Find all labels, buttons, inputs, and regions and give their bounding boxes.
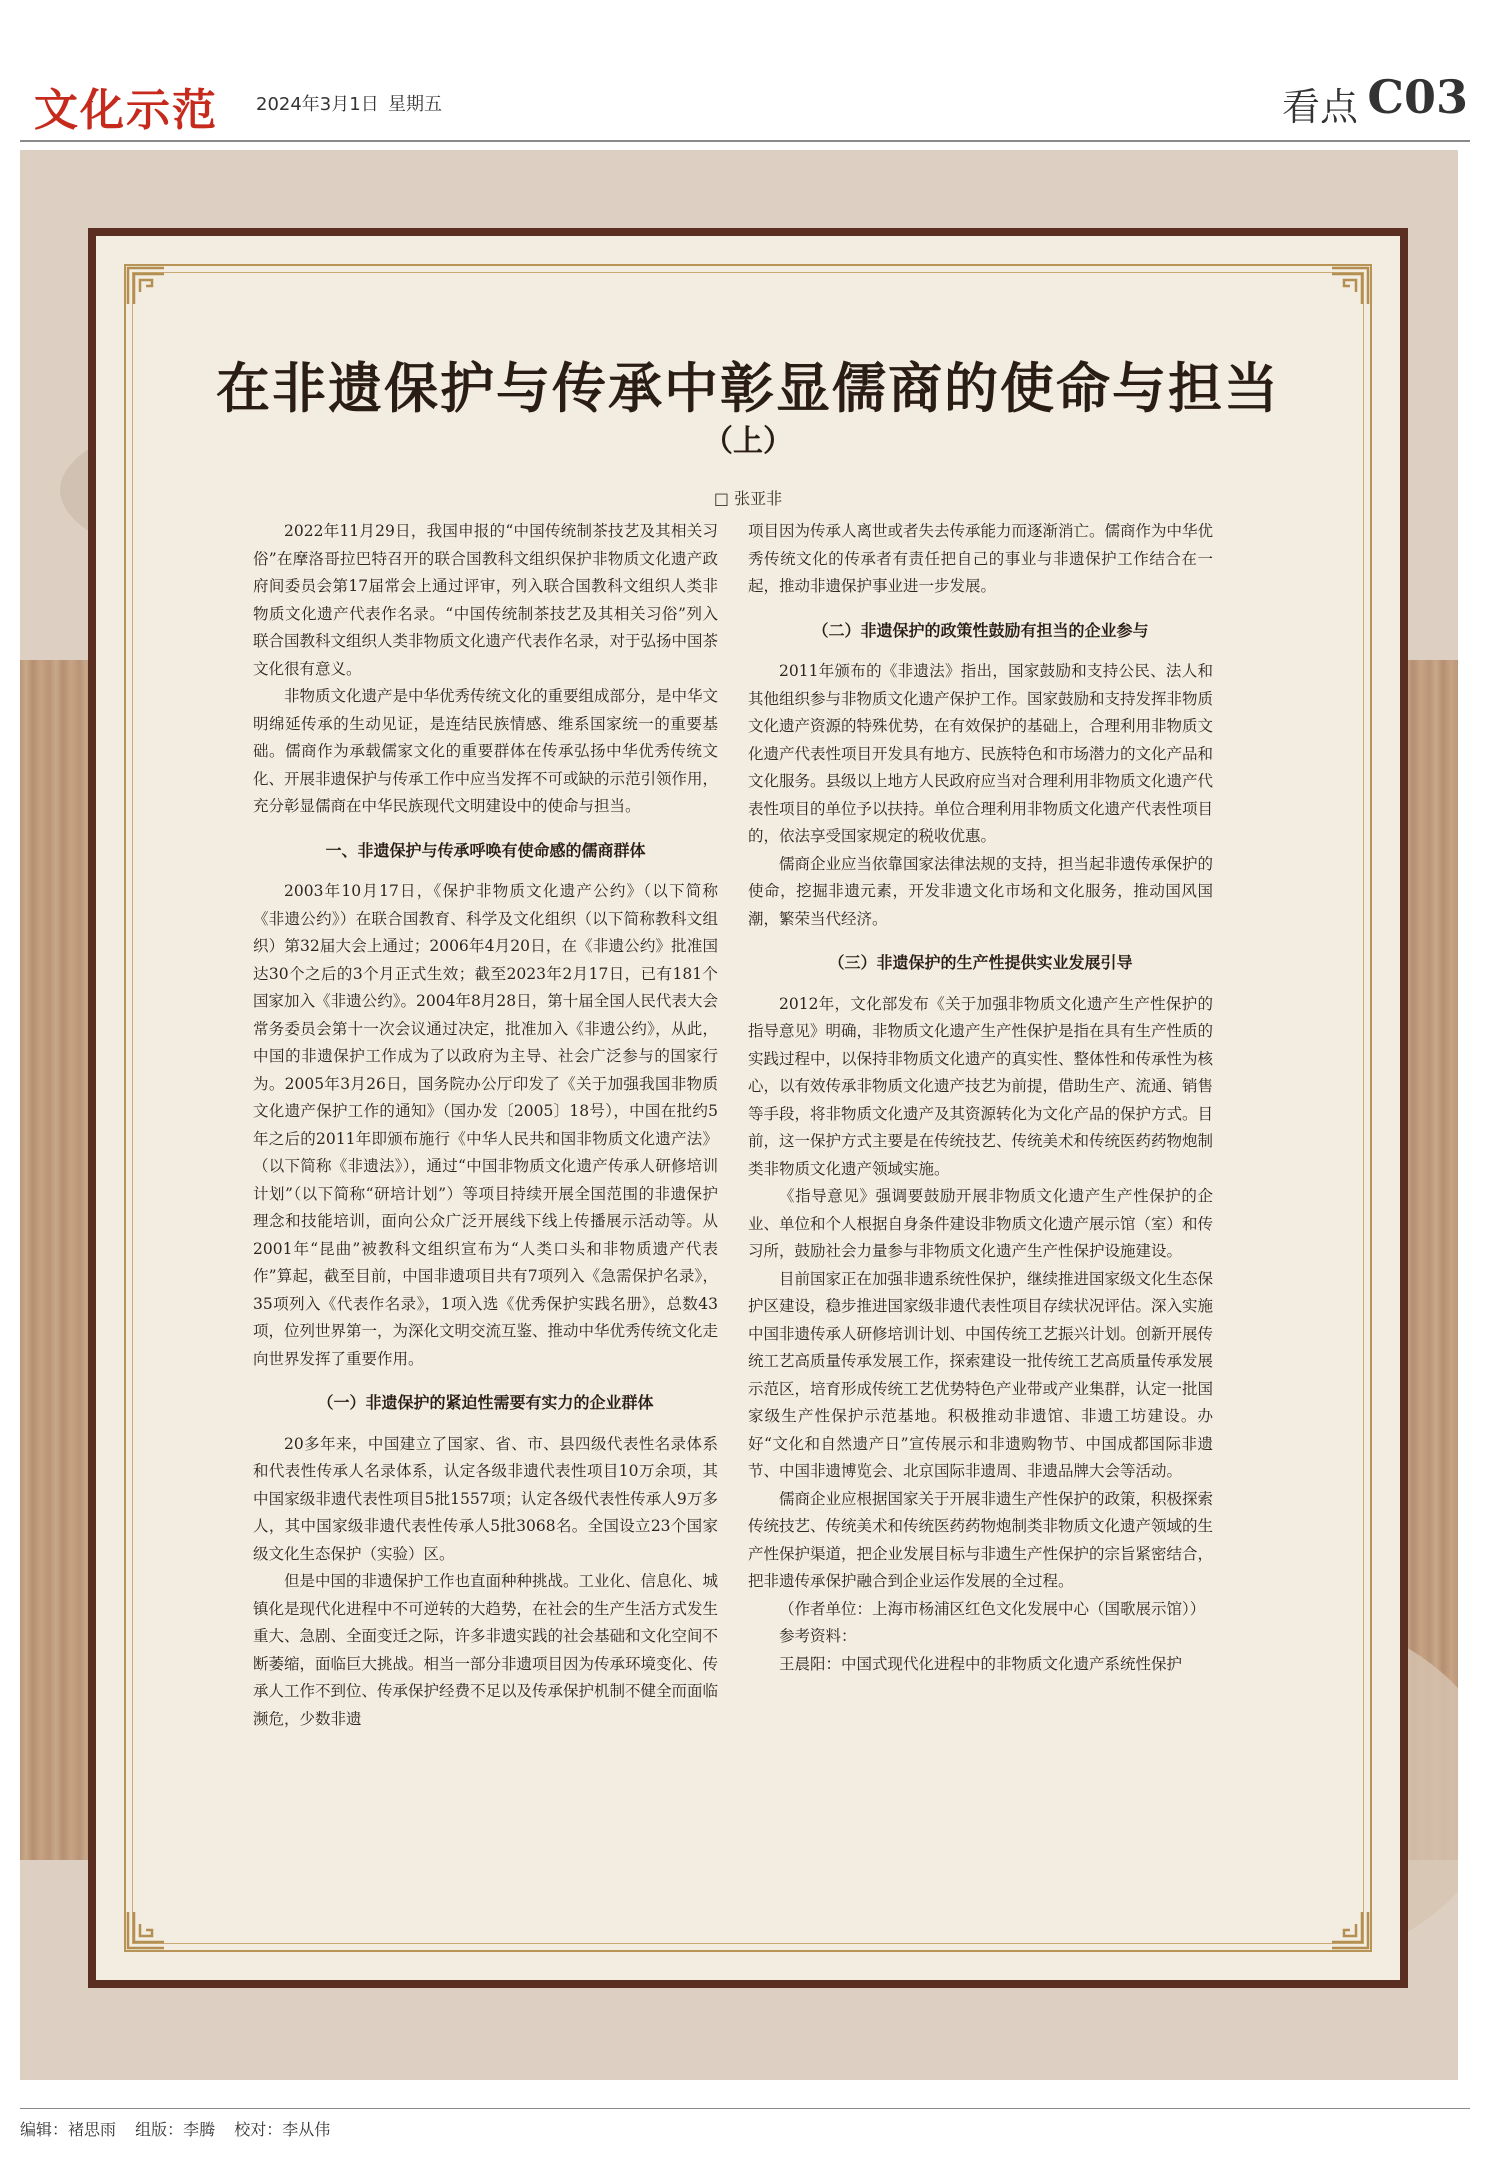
article-paragraph: 《指导意见》强调要鼓励开展非物质文化遗产生产性保护的企业、单位和个人根据自身条件建设非物质文化遗产展示馆（室）和传习所，鼓励社会力量参与非物质文化遗产生产性保护设施建设。 <box>748 1187 1214 1260</box>
article-paragraph: 2022年11月29日，我国申报的“中国传统制茶技艺及其相关习俗”在摩洛哥拉巴特召开的联合国教科文组织保护非物质文化遗产政府间委员会第17届常会上通过评审，列入联合国教科文组织人类非物质文化遗产代表作名录。“中国传统制茶技艺及其相关习俗”列入联合国教科文组织人类非物质文化遗产代表作名录，对于弘扬中国茶文化很有意义。 <box>253 522 719 678</box>
fretwork-corner-icon <box>126 266 166 306</box>
editor-credit: 编辑：褚思雨 <box>20 2120 117 2139</box>
section-heading: （三）非遗保护的生产性提供实业发展引导 <box>828 953 1133 972</box>
article-paragraph: 目前国家正在加强非遗系统性保护，继续推进国家级文化生态保护区建设，稳步推进国家级非遗代表性项目存续状况评估。深入实施中国非遗传承人研修培训计划、中国传统工艺振兴计划。创新开展传统工艺高质量传承发展工作，探索建设一批传统工艺高质量传承发展示范区，培育形成传统工艺优势特色产业带或产业集群，认定一批国家级生产性保护示范基地。积极推动非遗馆、非遗工坊建设。办好“文化和自然遗产日”宣传展示和非遗购物节、中国成都国际非遗节、中国非遗博览会、北京国际非遗周、非遗品牌大会等活动。 <box>748 1269 1214 1480</box>
article-paragraph: 2012年，文化部发布《关于加强非物质文化遗产生产性保护的指导意见》明确，非物质文化遗产生产性保护是指在具有生产性质的实践过程中，以保持非物质文化遗产的真实性、整体性和传承性为核心，以有效传承非物质文化遗产技艺为前提，借助生产、流通、销售等手段，将非物质文化遗产及其资源转化为文化产品的保护方式。目前，这一保护方式主要是在传统技艺、传统美术和传统医药药物炮制类非物质文化遗产领域实施。 <box>748 994 1214 1178</box>
section-heading: （二）非遗保护的政策性鼓励有担当的企业参与 <box>812 620 1149 640</box>
article-note: （作者单位：上海市杨浦区红色文化发展中心（国歌展示馆）） <box>779 1599 1206 1618</box>
page-number: C03 <box>1367 70 1468 124</box>
article-paragraph: 20多年来，中国建立了国家、省、市、县四级代表性名录体系和代表性传承人名录体系，认定各级非遗代表性项目10万余项，其中国家级非遗代表性项目5批1557项；认定各级代表性传承人9万多人，其中国家级非遗代表性传承人5批3068名。全国设立23个国家级文化生态保护（实验）区。 <box>253 1434 718 1563</box>
article-subtitle: （上） <box>703 424 793 459</box>
fretwork-corner-icon <box>126 1910 166 1950</box>
fretwork-corner-icon <box>1330 266 1370 306</box>
page-footer <box>20 2108 1470 2140</box>
article-paragraph: 项目因为传承人离世或者失去传承能力而逐渐消亡。儒商作为中华优秀传统文化的传承者有责任把自己的事业与非遗保护工作结合在一起，推动非遗保护事业进一步发展。 <box>748 522 1214 595</box>
article-paragraph: 但是中国的非遗保护工作也直面种种挑战。工业化、信息化、城镇化是现代化进程中不可逆转的大趋势，在社会的生产生活方式发生重大、急剧、全面变迁之际，许多非遗实践的社会基础和文化空间不断萎缩，面临巨大挑战。相当一部分非遗项目因为传承环境变化、传承人工作不到位、传承保护经费不足以及传承保护机制不健全而面临濒危，少数非遗 <box>253 1572 719 1728</box>
article-panel <box>88 228 1408 1988</box>
article-column-right <box>748 518 1213 1678</box>
article-paragraph: 儒商企业应当依靠国家法律法规的支持，担当起非遗传承保护的使命，挖掘非遗元素，开发非遗文化市场和文化服务，推动国风国潮，繁荣当代经济。 <box>748 854 1214 928</box>
fretwork-corner-icon <box>1330 1910 1370 1950</box>
article-paragraph: 2003年10月17日，《保护非物质文化遗产公约》（以下简称《非遗公约》）在联合国教育、科学及文化组织（以下简称教科文组织）第32届大会上通过；2006年4月20日，在《非遗公约》批准国达30个之后的3个月正式生效；截至2023年2月17日，已有181个国家加入《非遗公约》。2004年8月28日，第十届全国人民代表大会常务委员会第十一次会议通过决定，批准加入《非遗公约》，从此，中国的非遗保护工作成为了以政府为主导、社会广泛参与的国家行为。2005年3月26日，国务院办公厅印发了《关于加强我国非物质文化遗产保护工作的通知》（国办发〔2005〕18号），中国在批约5年之后的2011年即颁布施行《中华人民共和国非物质文化遗产法》（以下简称《非遗法》），通过“中国非物质文化遗产传承人研修培训计划”（以下简称“研培计划”）等项目持续开展全国范围的非遗保护理念和技能培训，面向公众广泛开展线下线上传播展示活动等。从2001年“昆曲”被教科文组织宣布为“人类口头和非物质遗产代表作”算起，截至目前，中国非遗项目共有7项列入《急需保护名录》，35项列入《代表作名录》，1项入选《优秀保护实践名册》，总数43项，位列世界第一，为深化文明交流互鉴、推动中华优秀传统文化走向世界发挥了重要作用。 <box>253 882 719 1368</box>
article-column-left <box>253 518 718 1733</box>
section-heading: 一、非遗保护与传承呼唤有使命感的儒商群体 <box>325 840 646 860</box>
article-note: 参考资料： <box>779 1627 857 1645</box>
section-heading: （一）非遗保护的紧迫性需要有实力的企业群体 <box>317 1393 654 1412</box>
article-paragraph: 2011年颁布的《非遗法》指出，国家鼓励和支持公民、法人和其他组织参与非物质文化遗产保护工作。国家鼓励和支持发挥非物质文化遗产资源的特殊优势，在有效保护的基础上，合理利用非物质文化遗产代表性项目开发具有地方、民族特色和市场潜力的文化产品和文化服务。县级以上地方人民政府应当对合理利用非物质文化遗产代表性项目的单位予以扶持。单位合理利用非物质文化遗产代表性项目的，依法享受国家规定的税收优惠。 <box>748 662 1214 845</box>
newspaper-logo: 文化示范 <box>34 85 218 136</box>
section-name: 看点 <box>1281 85 1358 129</box>
article-paragraph: 非物质文化遗产是中华优秀传统文化的重要组成部分，是中华文明绵延传承的生动见证，是连结民族情感、维系国家统一的重要基础。儒商作为承载儒家文化的重要群体在传承弘扬中华优秀传统文化、开展非遗保护与传承工作中应当发挥不可或缺的示范引领作用，充分彰显儒商在中华民族现代文明建设中的使命与担当。 <box>253 687 719 815</box>
proof-credit: 校对：李从伟 <box>234 2120 331 2139</box>
layout-credit: 组版：李腾 <box>135 2120 216 2139</box>
article-title: 在非遗保护与传承中彰显儒商的使命与担当 <box>216 356 1280 420</box>
masthead <box>20 0 1470 142</box>
issue-weekday: 星期五 <box>388 94 442 115</box>
article-note: 王晨阳：中国式现代化进程中的非物质文化遗产系统性保护 <box>779 1654 1183 1673</box>
article-byline: □ 张亚非 <box>713 489 783 508</box>
issue-date: 2024年3月1日 <box>256 94 379 115</box>
article-paragraph: 儒商企业应根据国家关于开展非遗生产性保护的政策，积极探索传统技艺、传统美术和传统医药药物炮制类非物质文化遗产领域的生产性保护渠道，把企业发展目标与非遗生产性保护的宗旨紧密结合，把非遗传承保护融合到企业运作发展的全过程。 <box>748 1489 1214 1590</box>
